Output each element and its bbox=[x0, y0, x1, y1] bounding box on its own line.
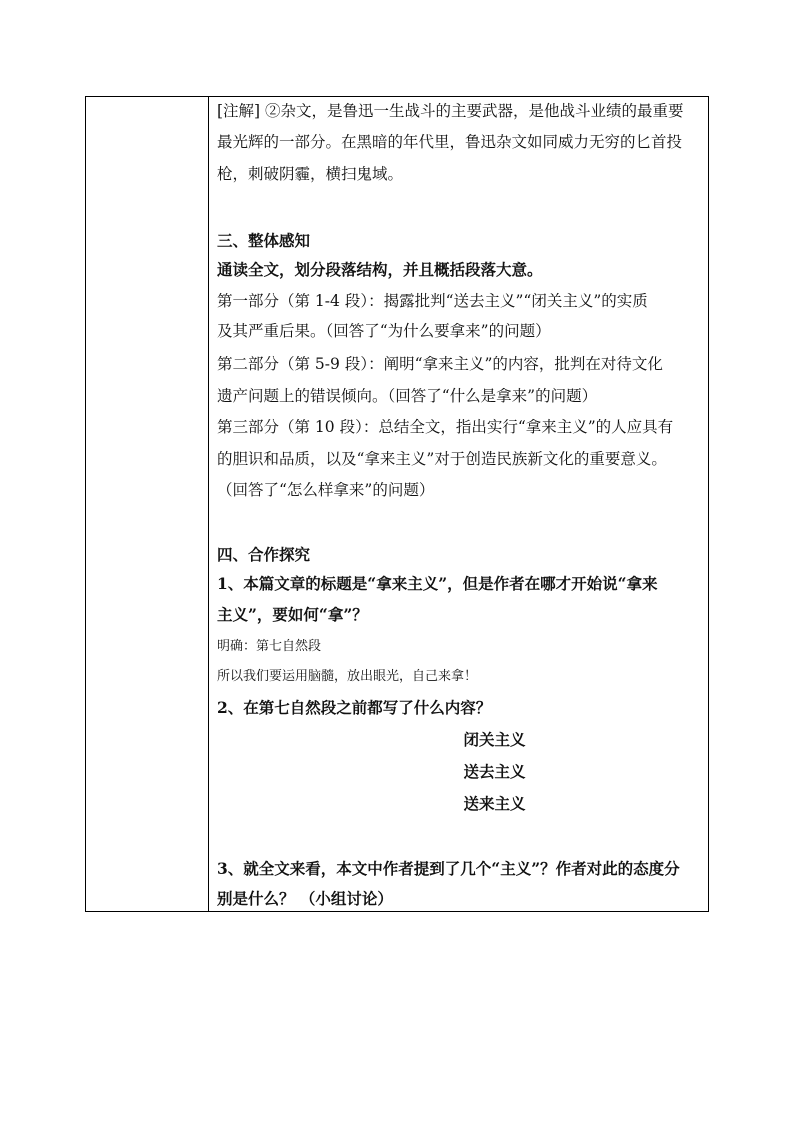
answer-1-line-1: 明确：第七自然段 bbox=[217, 639, 322, 654]
answer-2-item: 送来主义 bbox=[463, 794, 526, 813]
section3-line: 的胆识和品质，以及“拿来主义”对于创造民族新文化的重要意义。 bbox=[217, 450, 667, 468]
section-heading-4: 四、合作探究 bbox=[217, 545, 311, 564]
note-line-1: [注解] ②杂文，是鲁迅一生战斗的主要武器，是他战斗业绩的最重要 bbox=[217, 102, 684, 120]
section3-line: 及其严重后果。（回答了“为什么要拿来”的问题） bbox=[217, 322, 551, 340]
note-line-3: 枪，刺破阴霾，横扫鬼域。 bbox=[217, 165, 404, 183]
question-1-line-1: 1、本篇文章的标题是“拿来主义”，但是作者在哪才开始说“拿来 bbox=[217, 574, 658, 593]
answer-2-item: 闭关主义 bbox=[463, 730, 526, 749]
section3-instruction: 通读全文，划分段落结构，并且概括段落大意。 bbox=[217, 260, 543, 279]
note-line-2: 最光辉的一部分。在黑暗的年代里，鲁迅杂文如同威力无穷的匕首投 bbox=[217, 133, 683, 151]
section3-line: 第三部分（第 10 段）：总结全文，指出实行“拿来主义”的人应具有 bbox=[217, 418, 674, 436]
answer-1-line-2: 所以我们要运用脑髓，放出眼光，自己来拿！ bbox=[217, 669, 478, 684]
section3-line: 第二部分（第 5-9 段）：阐明“拿来主义”的内容，批判在对待文化 bbox=[217, 355, 663, 373]
section-heading-3: 三、整体感知 bbox=[217, 231, 311, 250]
document-table bbox=[85, 96, 709, 912]
section3-line: （回答了“怎么样拿来”的问题） bbox=[217, 481, 435, 499]
answer-2-item: 送去主义 bbox=[463, 762, 526, 781]
question-2: 2、在第七自然段之前都写了什么内容？ bbox=[217, 698, 492, 717]
section3-line: 第一部分（第 1-4 段）：揭露批判“送去主义”“闭关主义”的实质 bbox=[217, 292, 648, 310]
section3-line: 遗产问题上的错误倾向。（回答了“什么是拿来”的问题） bbox=[217, 387, 598, 405]
question-3-line-2: 别是什么？ （小组讨论） bbox=[217, 889, 393, 908]
left-column-cell bbox=[86, 97, 209, 911]
right-column-cell bbox=[209, 97, 708, 911]
question-1-line-2: 主义”，要如何“拿”？ bbox=[217, 605, 368, 624]
question-3-line-1: 3、就全文来看，本文中作者提到了几个“主义”？作者对此的态度分 bbox=[217, 859, 680, 878]
